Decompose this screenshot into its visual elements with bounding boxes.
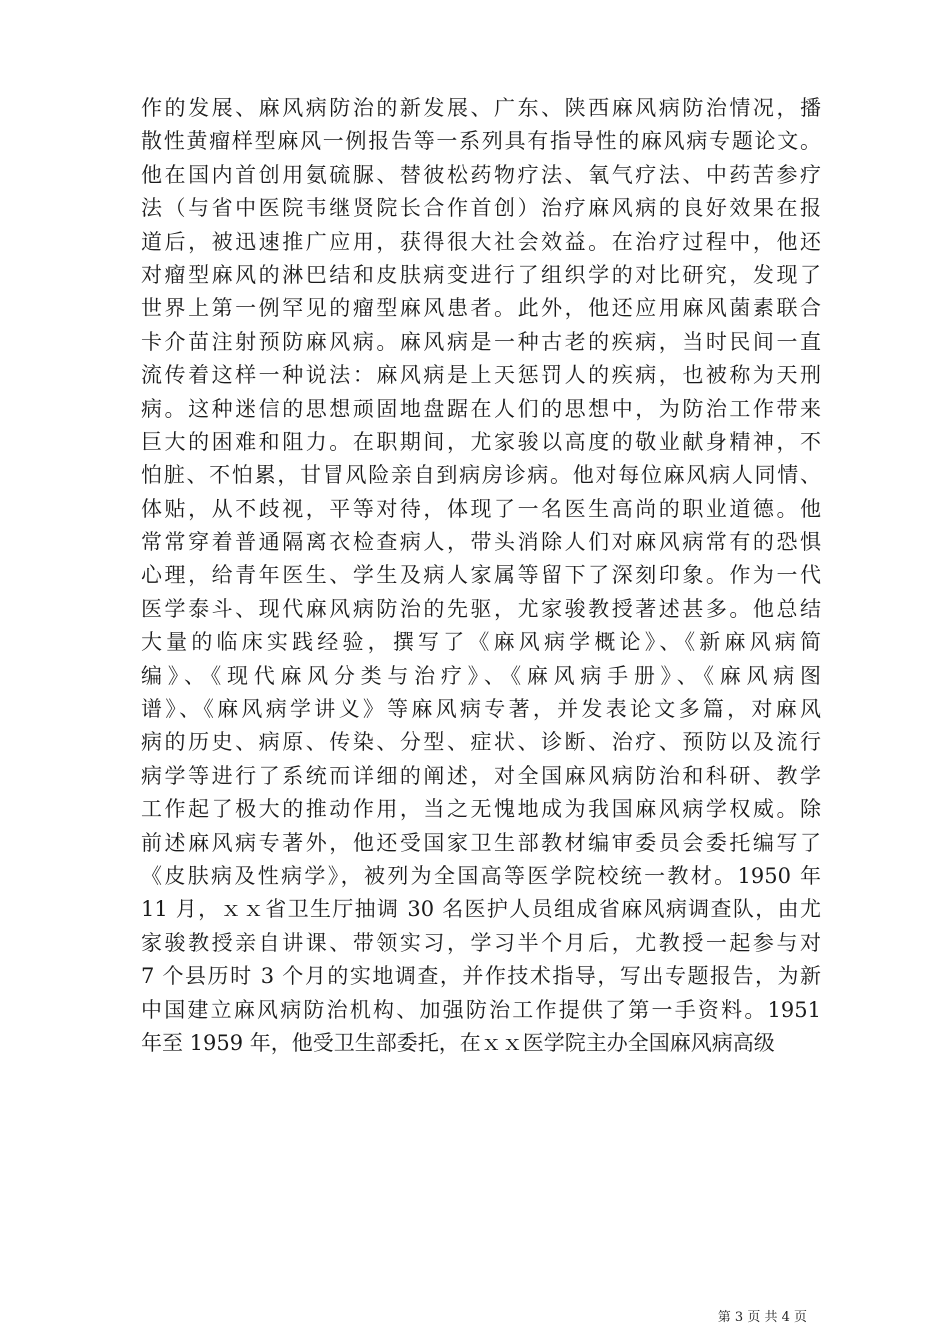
- text-line: 编》、《现代麻风分类与治疗》、《麻风病手册》、《麻风病图: [141, 663, 821, 688]
- page-footer: 第 3 页 共 4 页: [717, 1310, 807, 1325]
- text-line: 病学等进行了系统而详细的阐述，对全国麻风病防治和科研、教学: [141, 763, 821, 788]
- text-line: 对瘤型麻风的淋巴结和皮肤病变进行了组织学的对比研究，发现了: [141, 262, 821, 287]
- text-line: 中国建立麻风病防治机构、加强防治工作提供了第一手资料。1951: [141, 997, 821, 1022]
- text-line: 家骏教授亲自讲课、带领实习，学习半个月后，尤教授一起参与对: [141, 930, 821, 955]
- text-line: 病的历史、病原、传染、分型、症状、诊断、治疗、预防以及流行: [141, 730, 821, 755]
- text-line: 常常穿着普通隔离衣检查病人，带头消除人们对麻风病常有的恐惧: [141, 530, 821, 555]
- text-line: 作的发展、麻风病防治的新发展、广东、陕西麻风病防治情况，播: [141, 96, 821, 120]
- text-line: 《皮肤病及性病学》，被列为全国高等医学院校统一教材。1950 年: [141, 863, 821, 888]
- text-line: 病。这种迷信的思想顽固地盘踞在人们的思想中，为防治工作带来: [141, 396, 821, 421]
- text-line: 11 月，ｘｘ省卫生厅抽调 30 名医护人员组成省麻风病调查队，由尤: [141, 897, 821, 922]
- text-line: 散性黄瘤样型麻风一例报告等一系列具有指导性的麻风病专题论文。: [141, 129, 821, 154]
- text-line: 他在国内首创用氨硫脲、替彼松药物疗法、氧气疗法、中药苦参疗: [141, 162, 821, 187]
- text-line: 年至 1959 年，他受卫生部委托，在ｘｘ医学院主办全国麻风病高级: [141, 1030, 775, 1055]
- text-line: 大量的临床实践经验，撰写了《麻风病学概论》、《新麻风病简: [141, 630, 821, 655]
- text-line: 7 个县历时 3 个月的实地调查，并作技术指导，写出专题报告，为新: [141, 964, 821, 989]
- text-line: 工作起了极大的推动作用，当之无愧地成为我国麻风病学权威。除: [141, 797, 821, 822]
- text-line: 巨大的困难和阻力。在职期间，尤家骏以高度的敬业献身精神，不: [141, 429, 821, 454]
- text-line: 流传着这样一种说法：麻风病是上天惩罚人的疾病，也被称为天刑: [141, 363, 821, 388]
- body-paragraph: [141, 92, 821, 1060]
- text-line: 谱》、《麻风病学讲义》等麻风病专著，并发表论文多篇，对麻风: [141, 697, 821, 722]
- text-line: 道后，被迅速推广应用，获得很大社会效益。在治疗过程中，他还: [141, 229, 821, 254]
- text-line: 世界上第一例罕见的瘤型麻风患者。此外，他还应用麻风菌素联合: [141, 296, 821, 321]
- text-line: 前述麻风病专著外，他还受国家卫生部教材编审委员会委托编写了: [141, 830, 821, 855]
- text-line: 卡介苗注射预防麻风病。麻风病是一种古老的疾病，当时民间一直: [141, 329, 821, 354]
- text-line: 心理，给青年医生、学生及病人家属等留下了深刻印象。作为一代: [141, 563, 821, 588]
- text-line: 医学泰斗、现代麻风病防治的先驱，尤家骏教授著述甚多。他总结: [141, 596, 821, 621]
- text-line: 体贴，从不歧视，平等对待，体现了一名医生高尚的职业道德。他: [141, 496, 821, 521]
- text-line: 怕脏、不怕累，甘冒风险亲自到病房诊病。他对每位麻风病人同情、: [141, 463, 821, 488]
- text-line: 法（与省中医院韦继贤院长合作首创）治疗麻风病的良好效果在报: [141, 196, 821, 221]
